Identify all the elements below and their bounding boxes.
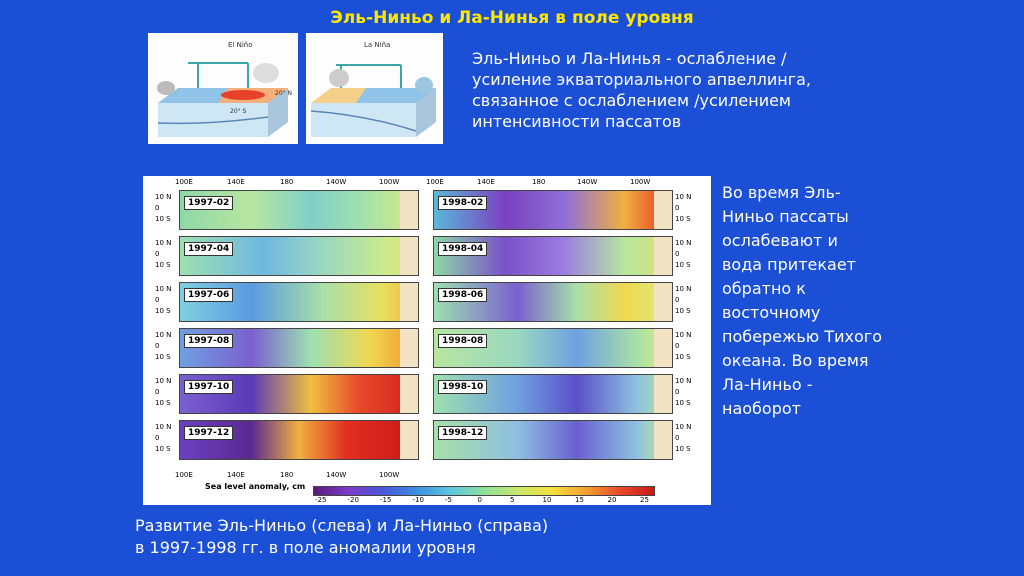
lon-tick: 100W (630, 178, 651, 186)
colorbar-tick: -15 (380, 496, 392, 504)
lat-tick: 0 (155, 342, 160, 350)
panel-date-label: 1998-08 (438, 334, 487, 348)
lat-tick: 10 S (675, 261, 691, 269)
lat-tick: 10 N (675, 377, 692, 385)
lat-tick: 0 (155, 250, 160, 258)
lon-tick: 140E (227, 178, 245, 186)
lat-tick: 10 S (155, 353, 171, 361)
caption-line-1: Развитие Эль-Ниньо (слева) и Ла-Ниньо (справа) (135, 516, 549, 535)
map-panel-right (433, 190, 673, 230)
map-panel-right (433, 236, 673, 276)
lon-tick: 180 (532, 178, 546, 186)
el-nino-label: El Niño (228, 41, 253, 49)
lon-tick: 100E (175, 178, 193, 186)
slide-title: Эль-Ниньо и Ла-Нинья в поле уровня (330, 8, 694, 28)
lat-tick: 10 S (675, 215, 691, 223)
description-top: Эль-Ниньо и Ла-Нинья - ослабление /усиление экваториального апвеллинга, связанное с ослаблением /усилением интенсивности пассатов (472, 49, 812, 131)
colorbar (313, 486, 655, 496)
lon-tick: 100W (379, 471, 400, 479)
lat-tick: 10 N (155, 331, 172, 339)
lat-tick: 10 S (675, 445, 691, 453)
lat-tick: 10 S (675, 399, 691, 407)
colorbar-tick: -20 (347, 496, 359, 504)
lat-tick: 0 (675, 388, 680, 396)
lat-tick: 10 N (675, 331, 692, 339)
lon-tick: 100W (379, 178, 400, 186)
lat-tick: 10 N (155, 193, 172, 201)
la-nina-label: La Niña (364, 41, 391, 49)
lat-tick: 10 S (155, 445, 171, 453)
colorbar-tick: 20 (607, 496, 617, 504)
lat-tick: 10 S (675, 353, 691, 361)
lat-tick: 0 (155, 204, 160, 212)
colorbar-tick: 15 (575, 496, 584, 504)
lat-tick: 0 (675, 204, 680, 212)
el-nino-diagram (148, 33, 298, 144)
panel-date-label: 1998-06 (438, 288, 487, 302)
panel-date-label: 1997-08 (184, 334, 233, 348)
lat-tick: 10 N (675, 285, 692, 293)
lon-tick: 100E (426, 178, 444, 186)
lat-tick: 0 (675, 250, 680, 258)
land-mask (400, 329, 418, 367)
map-panel-left (179, 374, 419, 414)
colorbar-tick: -10 (412, 496, 424, 504)
lat-tick: 10 N (155, 285, 172, 293)
land-mask (654, 421, 672, 459)
lat-tick: 10 N (675, 193, 692, 201)
land-mask (654, 191, 672, 229)
land-mask (400, 421, 418, 459)
panel-date-label: 1997-10 (184, 380, 233, 394)
lon-tick: 140W (326, 178, 347, 186)
land-mask (654, 375, 672, 413)
lat-tick: 0 (675, 434, 680, 442)
lat-tick: 10 N (155, 377, 172, 385)
panel-date-label: 1998-12 (438, 426, 487, 440)
panel-date-label: 1997-02 (184, 196, 233, 210)
lon-tick: 140E (227, 471, 245, 479)
map-panel-right (433, 374, 673, 414)
description-right: Во время Эль-Ниньо пассаты ослабевают и вода притекает обратно к восточному побережью Тихого океана. Во время Ла-Ниньо - наоборот (722, 183, 882, 418)
lat-tick: 0 (155, 434, 160, 442)
lat-n-label: 20° N (275, 90, 293, 97)
land-mask (400, 283, 418, 321)
lat-tick: 0 (675, 296, 680, 304)
lat-tick: 10 N (155, 239, 172, 247)
panel-date-label: 1997-12 (184, 426, 233, 440)
land-mask (400, 375, 418, 413)
panel-date-label: 1998-02 (438, 196, 487, 210)
panel-date-label: 1997-06 (184, 288, 233, 302)
land-mask (654, 237, 672, 275)
colorbar-title: Sea level anomaly, cm (205, 482, 306, 491)
map-panel-right (433, 328, 673, 368)
map-panel-left (179, 236, 419, 276)
map-panel-left (179, 190, 419, 230)
lon-tick: 180 (280, 178, 294, 186)
lat-tick: 10 N (155, 423, 172, 431)
lat-s-label: 20° S (230, 108, 247, 115)
lat-tick: 0 (675, 342, 680, 350)
caption-line-2: в 1997-1998 гг. в поле аномалии уровня (135, 538, 476, 557)
sea-level-figure (143, 176, 711, 505)
lat-tick: 10 S (675, 307, 691, 315)
lon-tick: 180 (280, 471, 294, 479)
lat-tick: 10 S (155, 399, 171, 407)
land-mask (654, 329, 672, 367)
lat-tick: 10 N (675, 423, 692, 431)
lat-tick: 0 (155, 388, 160, 396)
colorbar-tick: 0 (477, 496, 482, 504)
lat-tick: 10 S (155, 261, 171, 269)
land-mask (400, 191, 418, 229)
map-panel-left (179, 282, 419, 322)
colorbar-tick: -5 (445, 496, 452, 504)
caption (135, 515, 695, 559)
panel-date-label: 1998-10 (438, 380, 487, 394)
lat-tick: 0 (155, 296, 160, 304)
map-panel-right (433, 282, 673, 322)
panel-date-label: 1998-04 (438, 242, 487, 256)
land-mask (400, 237, 418, 275)
lon-tick: 140W (326, 471, 347, 479)
map-panel-left (179, 420, 419, 460)
lon-tick: 140W (577, 178, 598, 186)
panel-date-label: 1997-04 (184, 242, 233, 256)
colorbar-tick: 25 (640, 496, 649, 504)
lon-tick: 140E (477, 178, 495, 186)
colorbar-tick: -25 (315, 496, 327, 504)
la-nina-diagram (306, 33, 443, 144)
land-mask (654, 283, 672, 321)
colorbar-tick: 5 (510, 496, 515, 504)
lat-tick: 10 N (675, 239, 692, 247)
lat-tick: 10 S (155, 307, 171, 315)
map-panel-right (433, 420, 673, 460)
lat-tick: 10 S (155, 215, 171, 223)
lon-tick: 100E (175, 471, 193, 479)
map-panel-left (179, 328, 419, 368)
colorbar-tick: 10 (542, 496, 552, 504)
